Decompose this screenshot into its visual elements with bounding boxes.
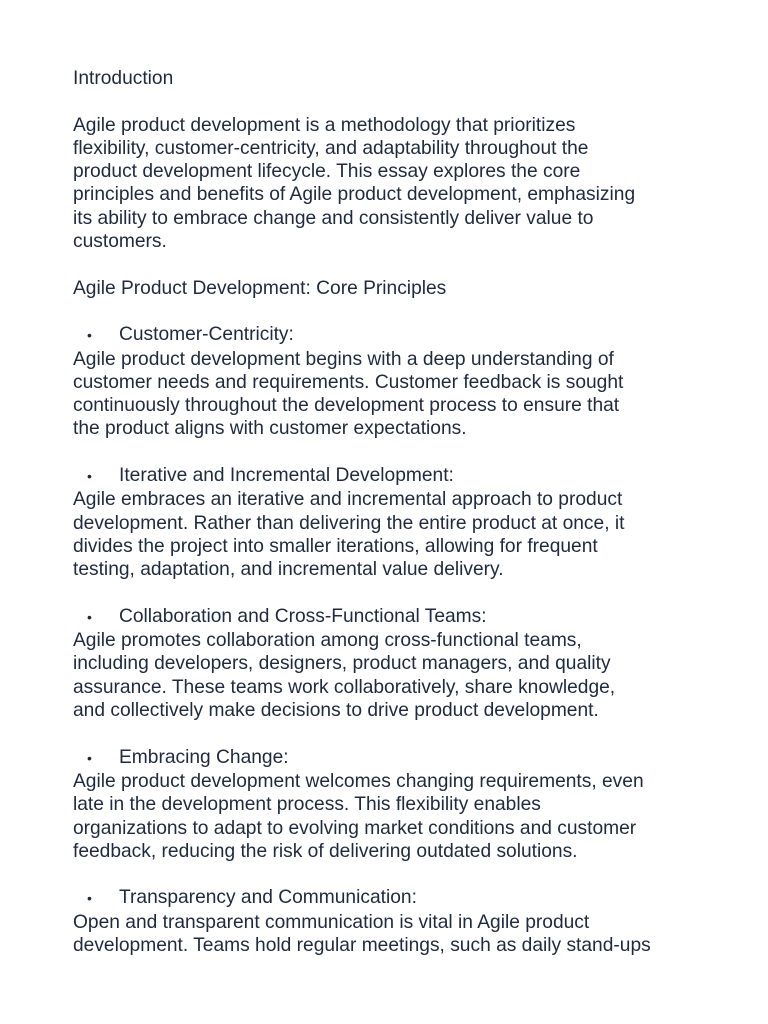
principle-title: Transparency and Communication: [119,887,417,909]
intro-line: principles and benefits of Agile product development, emphasizing [73,184,636,206]
intro-line: flexibility, customer-centricity, and adaptability throughout the [73,137,589,159]
intro-line: product development lifecycle. This essay explores the core [73,161,581,183]
principle-line: Agile product development begins with a deep understanding of [73,348,614,370]
intro-line: Agile product development is a methodology that prioritizes [73,114,576,136]
principle-title: Customer-Centricity: [119,324,294,346]
principle-line: customer needs and requirements. Customer feedback is sought [73,371,624,393]
principle-title-row [73,605,704,629]
principle-title-row [73,886,704,910]
principle-title-row [73,464,704,488]
principle-line: the product aligns with customer expectations. [73,418,467,440]
principle-line: Open and transparent communication is vital in Agile product [73,911,590,933]
principle-line: assurance. These teams work collaboratively, share knowledge, [73,676,616,698]
intro-line: customers. [73,231,167,253]
bullet-icon: • [87,327,92,344]
intro-paragraph [73,114,704,254]
section-heading: Agile Product Development: Core Principles [73,277,447,299]
principle-line: development. Rather than delivering the entire product at once, it [73,512,625,534]
principle-embracing-change [73,746,704,863]
principle-line: late in the development process. This flexibility enables [73,794,541,816]
principle-line: Agile embraces an iterative and incremental approach to product [73,489,623,511]
principle-line: including developers, designers, product managers, and quality [73,653,611,675]
principle-line: testing, adaptation, and incremental value delivery. [73,559,504,581]
principle-collaboration [73,605,704,722]
principle-line: organizations to adapt to evolving market conditions and customer [73,817,637,839]
principle-title: Embracing Change: [119,746,289,768]
principle-transparency [73,886,704,957]
principle-line: development. Teams hold regular meetings, such as daily stand-ups [73,934,651,956]
principle-line: feedback, reducing the risk of delivering outdated solutions. [73,840,578,862]
principle-title: Iterative and Incremental Development: [119,465,454,487]
bullet-icon: • [87,749,92,766]
bullet-icon: • [87,890,92,907]
principle-title-row [73,323,704,347]
intro-line: its ability to embrace change and consistently deliver value to [73,207,594,229]
principle-title: Collaboration and Cross-Functional Teams: [119,605,487,627]
principle-iterative-development [73,464,704,581]
principle-customer-centricity [73,323,704,440]
principle-line: Agile promotes collaboration among cross-functional teams, [73,630,582,652]
principle-line: continuously throughout the development process to ensure that [73,395,620,417]
bullet-icon: • [87,608,92,625]
principle-line: and collectively make decisions to drive product development. [73,700,599,722]
bullet-icon: • [87,468,92,485]
principle-title-row [73,746,704,770]
intro-heading: Introduction [73,68,174,89]
principle-line: divides the project into smaller iterations, allowing for frequent [73,535,598,557]
principle-line: Agile product development welcomes changing requirements, even [73,770,644,792]
